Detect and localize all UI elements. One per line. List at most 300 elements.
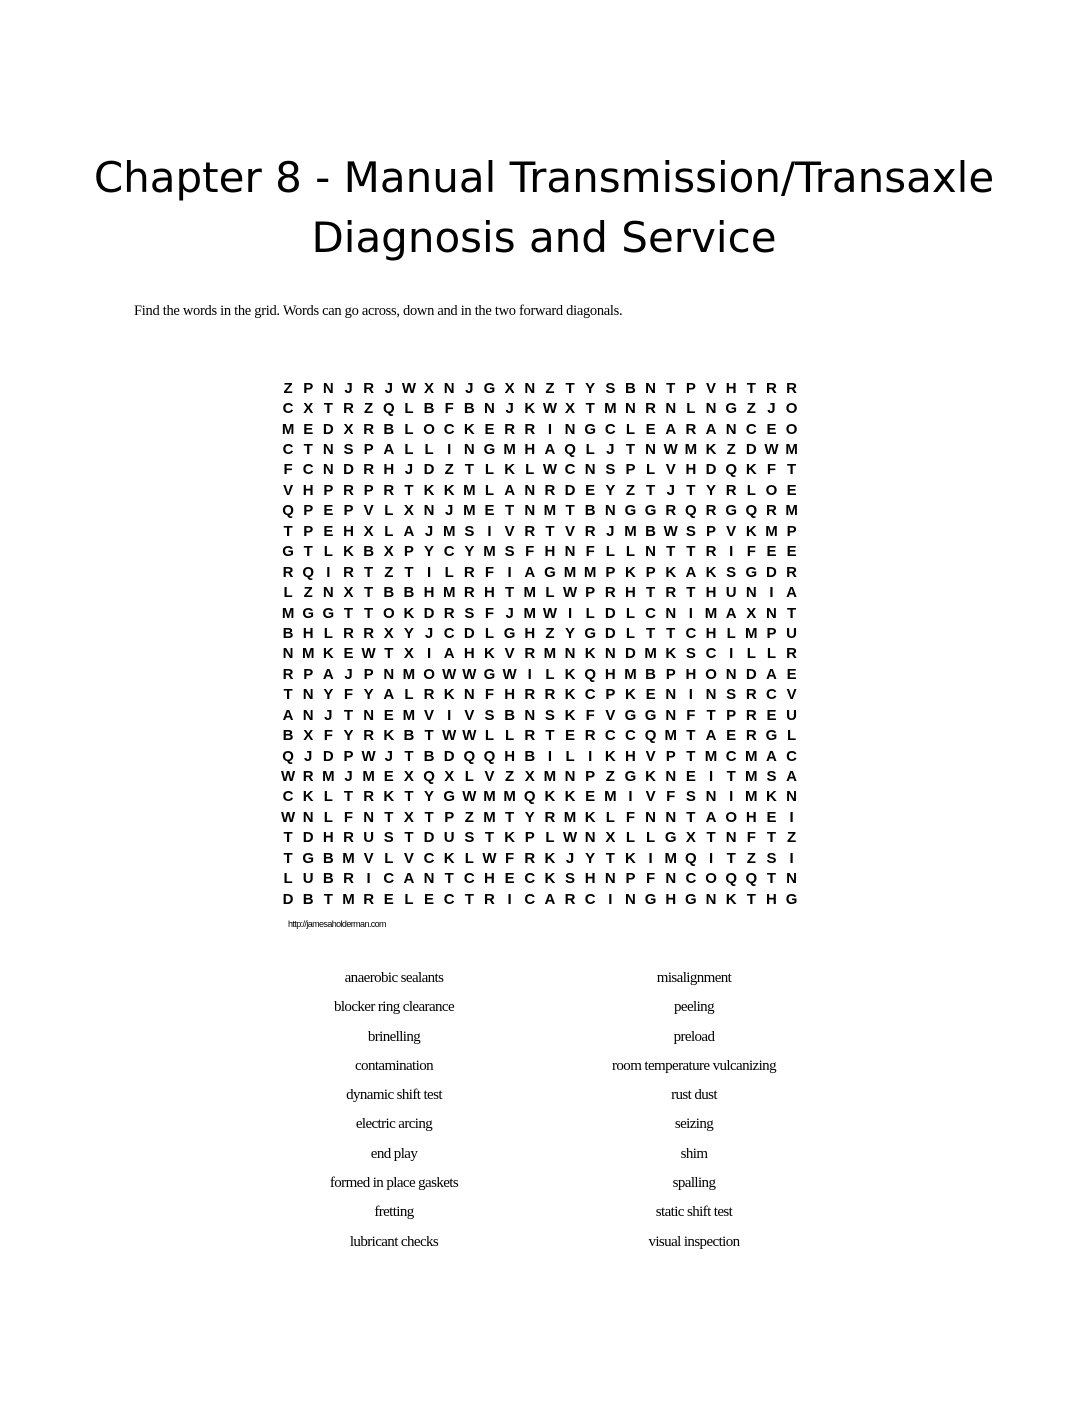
grid-letter: W	[542, 461, 557, 479]
grid-letter: A	[383, 441, 395, 459]
grid-letter: X	[403, 768, 414, 786]
grid-letter: M	[664, 727, 677, 745]
grid-letter: N	[524, 481, 536, 499]
grid-letter: X	[403, 808, 414, 826]
grid-row	[278, 725, 802, 745]
grid-letter: Y	[565, 624, 576, 642]
grid-letter: N	[625, 890, 636, 908]
grid-letter: Z	[505, 768, 515, 786]
grid-row	[278, 419, 802, 439]
grid-letter: T	[666, 379, 676, 397]
word-list-item: lubricant checks	[349, 1233, 439, 1250]
grid-letter: L	[323, 808, 333, 826]
grid-letter: J	[344, 665, 353, 683]
grid-letter: L	[323, 543, 333, 561]
grid-letter: G	[322, 604, 335, 622]
grid-letter: N	[282, 645, 294, 663]
grid-letter: L	[585, 441, 595, 459]
grid-letter: R	[463, 584, 475, 602]
grid-letter: P	[665, 747, 676, 765]
word-list-right	[544, 967, 844, 1260]
grid-letter: R	[524, 686, 536, 704]
grid-letter: A	[705, 727, 717, 745]
grid-letter: V	[504, 522, 515, 540]
grid-letter: K	[705, 441, 717, 459]
grid-letter: E	[383, 890, 394, 908]
grid-letter: N	[645, 441, 657, 459]
grid-letter: H	[504, 747, 516, 765]
grid-letter: A	[705, 420, 717, 438]
grid-letter: M	[785, 441, 798, 459]
grid-letter: M	[563, 808, 577, 826]
grid-letter: Z	[384, 563, 394, 581]
grid-letter: T	[303, 543, 313, 561]
grid-letter: F	[766, 461, 777, 479]
grid-letter: V	[786, 686, 797, 704]
grid-letter: P	[303, 379, 314, 397]
grid-letter: R	[584, 727, 596, 745]
grid-letter: K	[443, 686, 455, 704]
grid-letter: L	[545, 584, 555, 602]
grid-letter: Z	[605, 768, 615, 786]
grid-letter: R	[363, 727, 375, 745]
grid-letter: V	[484, 768, 495, 786]
grid-letter: Y	[464, 543, 475, 561]
grid-letter: N	[665, 706, 677, 724]
grid-letter: T	[545, 727, 555, 745]
grid-letter: O	[382, 604, 395, 622]
grid-letter: Z	[545, 379, 555, 397]
grid-letter: B	[524, 747, 536, 765]
grid-row	[278, 828, 802, 848]
grid-row	[278, 460, 802, 480]
grid-row	[278, 746, 802, 766]
grid-letter: J	[384, 379, 393, 397]
grid-letter: R	[665, 584, 677, 602]
grid-letter: D	[766, 563, 777, 581]
grid-letter: C	[302, 461, 314, 479]
grid-letter: D	[302, 829, 314, 847]
grid-letter: N	[604, 870, 616, 888]
grid-letter: J	[465, 379, 474, 397]
grid-letter: E	[565, 727, 576, 745]
grid-letter: T	[384, 645, 394, 663]
grid-letter: R	[343, 481, 354, 499]
grid-letter: T	[565, 502, 575, 520]
grid-letter: G	[644, 890, 657, 908]
grid-letter: L	[766, 645, 777, 663]
grid-letter: T	[686, 727, 696, 745]
grid-letter: T	[283, 522, 293, 540]
word-list-item: spalling	[672, 1175, 716, 1192]
grid-letter: C	[423, 849, 435, 867]
grid-letter: P	[726, 706, 737, 724]
grid-letter: T	[505, 502, 515, 520]
grid-letter: L	[625, 543, 636, 561]
grid-letter: J	[505, 604, 514, 622]
grid-letter: A	[544, 890, 556, 908]
grid-letter: T	[384, 808, 394, 826]
grid-letter: E	[484, 420, 495, 438]
grid-letter: S	[766, 768, 777, 786]
grid-letter: L	[424, 441, 434, 459]
grid-letter: F	[525, 543, 535, 561]
grid-letter: O	[725, 808, 737, 826]
grid-letter: T	[404, 747, 414, 765]
letter-grid	[278, 378, 802, 909]
grid-letter: M	[442, 584, 456, 602]
grid-letter: E	[383, 706, 394, 724]
grid-letter: C	[625, 727, 636, 745]
grid-letter: D	[322, 420, 334, 438]
word-list-item: peeling	[674, 999, 714, 1016]
grid-letter: K	[665, 645, 677, 663]
grid-letter: M	[745, 624, 758, 642]
grid-letter: Y	[323, 686, 334, 704]
grid-letter: J	[445, 502, 454, 520]
grid-letter: M	[402, 665, 416, 683]
grid-row	[278, 664, 802, 684]
grid-letter: B	[302, 890, 314, 908]
grid-letter: R	[786, 563, 797, 581]
grid-letter: V	[706, 379, 717, 397]
grid-letter: C	[282, 788, 294, 806]
grid-letter: M	[301, 645, 315, 663]
grid-letter: T	[726, 768, 736, 786]
grid-letter: L	[444, 563, 454, 581]
grid-letter: S	[685, 788, 696, 806]
grid-row	[278, 889, 802, 909]
grid-letter: K	[584, 808, 596, 826]
grid-letter: V	[363, 502, 374, 520]
grid-letter: N	[443, 379, 455, 397]
grid-letter: P	[786, 522, 797, 540]
grid-letter: P	[685, 379, 696, 397]
grid-letter: F	[283, 461, 293, 479]
grid-letter: R	[463, 563, 475, 581]
grid-letter: K	[383, 727, 395, 745]
grid-letter: B	[322, 849, 334, 867]
grid-letter: P	[625, 870, 636, 888]
grid-letter: F	[484, 604, 495, 622]
grid-letter: B	[322, 870, 334, 888]
grid-letter: N	[766, 604, 777, 622]
grid-letter: T	[303, 441, 313, 459]
grid-row	[278, 787, 802, 807]
grid-letter: Q	[463, 747, 476, 765]
grid-letter: N	[322, 441, 334, 459]
grid-letter: W	[562, 584, 578, 602]
grid-letter: G	[644, 502, 657, 520]
grid-letter: Y	[524, 808, 535, 826]
grid-row	[278, 501, 802, 521]
grid-letter: W	[280, 808, 296, 826]
grid-letter: N	[383, 665, 395, 683]
grid-letter: G	[483, 379, 496, 397]
grid-letter: N	[645, 379, 657, 397]
grid-letter: E	[303, 420, 314, 438]
grid-letter: S	[464, 522, 475, 540]
grid-letter: T	[646, 624, 656, 642]
grid-letter: P	[605, 686, 616, 704]
grid-letter: S	[544, 706, 555, 724]
grid-letter: V	[605, 706, 616, 724]
grid-letter: R	[343, 870, 354, 888]
page-title	[60, 148, 1028, 268]
grid-letter: H	[685, 665, 697, 683]
grid-letter: P	[645, 563, 656, 581]
grid-letter: O	[705, 665, 717, 683]
grid-letter: N	[645, 808, 657, 826]
grid-letter: R	[524, 645, 536, 663]
grid-letter: G	[725, 502, 737, 520]
source-url: http://jamesaholderman.com	[288, 919, 386, 929]
grid-letter: G	[765, 727, 778, 745]
grid-letter: S	[464, 829, 475, 847]
grid-letter: F	[746, 543, 756, 561]
grid-letter: H	[524, 441, 536, 459]
grid-letter: M	[543, 502, 557, 520]
grid-letter: I	[648, 849, 653, 867]
grid-letter: B	[504, 706, 516, 724]
grid-letter: W	[361, 747, 376, 765]
grid-letter: M	[745, 747, 758, 765]
grid-letter: P	[363, 481, 374, 499]
grid-letter: I	[729, 543, 734, 561]
grid-letter: K	[625, 686, 636, 704]
grid-letter: J	[304, 747, 313, 765]
grid-letter: L	[686, 400, 696, 418]
grid-letter: N	[302, 686, 314, 704]
grid-letter: O	[705, 870, 717, 888]
grid-letter: F	[585, 543, 595, 561]
grid-letter: E	[424, 890, 435, 908]
grid-letter: C	[685, 624, 697, 642]
grid-letter: K	[705, 563, 717, 581]
grid-letter: Y	[424, 543, 435, 561]
grid-letter: L	[585, 604, 595, 622]
grid-letter: O	[423, 665, 435, 683]
grid-letter: N	[302, 706, 314, 724]
grid-letter: H	[604, 665, 616, 683]
grid-letter: M	[583, 563, 597, 581]
grid-letter: N	[645, 543, 657, 561]
grid-letter: I	[608, 890, 613, 908]
grid-letter: R	[645, 400, 657, 418]
grid-row	[278, 562, 802, 582]
grid-letter: U	[302, 870, 314, 888]
grid-letter: G	[302, 849, 315, 867]
grid-letter: D	[604, 604, 616, 622]
grid-letter: A	[403, 870, 415, 888]
grid-letter: S	[685, 522, 696, 540]
grid-letter: I	[769, 584, 774, 602]
grid-letter: R	[443, 604, 455, 622]
grid-letter: N	[745, 584, 757, 602]
grid-letter: K	[504, 461, 516, 479]
grid-letter: Y	[706, 481, 717, 499]
grid-letter: H	[524, 624, 536, 642]
grid-letter: G	[503, 624, 516, 642]
grid-letter: R	[786, 645, 797, 663]
grid-letter: V	[645, 747, 656, 765]
grid-letter: L	[625, 604, 636, 622]
grid-letter: R	[484, 890, 495, 908]
grid-letter: X	[343, 584, 354, 602]
grid-letter: R	[363, 788, 375, 806]
grid-letter: G	[544, 563, 556, 581]
grid-letter: V	[726, 522, 737, 540]
grid-row	[278, 623, 802, 643]
grid-letter: R	[343, 563, 354, 581]
grid-letter: J	[767, 400, 776, 418]
grid-letter: C	[604, 727, 616, 745]
grid-letter: O	[785, 400, 798, 418]
grid-letter: L	[505, 727, 515, 745]
grid-letter: H	[504, 686, 516, 704]
grid-letter: E	[786, 481, 797, 499]
grid-letter: P	[665, 665, 676, 683]
grid-letter: I	[507, 890, 512, 908]
grid-letter: F	[343, 686, 354, 704]
grid-letter: M	[523, 584, 536, 602]
grid-letter: N	[524, 706, 536, 724]
grid-letter: D	[625, 645, 636, 663]
grid-letter: M	[745, 768, 758, 786]
grid-letter: W	[280, 768, 296, 786]
word-list-item: contamination	[354, 1057, 433, 1074]
grid-letter: R	[282, 563, 294, 581]
grid-letter: S	[484, 706, 495, 724]
grid-letter: H	[705, 584, 717, 602]
grid-letter: X	[383, 543, 394, 561]
grid-letter: F	[505, 849, 515, 867]
grid-letter: I	[527, 665, 532, 683]
grid-letter: T	[646, 481, 656, 499]
grid-letter: K	[625, 563, 636, 581]
grid-letter: L	[565, 747, 575, 765]
grid-letter: D	[604, 624, 616, 642]
grid-letter: B	[423, 400, 435, 418]
grid-letter: C	[604, 420, 616, 438]
grid-letter: N	[302, 808, 314, 826]
grid-letter: L	[484, 624, 495, 642]
grid-letter: I	[507, 563, 512, 581]
grid-letter: P	[444, 808, 455, 826]
grid-letter: P	[323, 481, 334, 499]
grid-letter: R	[564, 890, 576, 908]
word-list-item: misalignment	[656, 970, 732, 986]
grid-letter: K	[766, 788, 777, 806]
grid-row	[278, 705, 802, 725]
grid-letter: G	[624, 502, 637, 520]
grid-letter: D	[282, 890, 294, 908]
word-list-item: rust dust	[671, 1087, 717, 1104]
grid-letter: Q	[564, 441, 576, 459]
grid-letter: P	[524, 829, 535, 847]
grid-letter: V	[645, 788, 656, 806]
grid-letter: T	[766, 870, 777, 888]
grid-letter: A	[524, 563, 536, 581]
grid-letter: W	[663, 441, 678, 459]
grid-letter: F	[323, 727, 333, 745]
grid-letter: M	[624, 522, 637, 540]
grid-letter: T	[424, 808, 434, 826]
grid-letter: R	[766, 502, 777, 520]
grid-letter: E	[726, 727, 737, 745]
grid-letter: B	[383, 420, 395, 438]
grid-row	[278, 644, 802, 664]
grid-letter: T	[404, 481, 414, 499]
grid-letter: Q	[725, 461, 737, 479]
grid-letter: A	[443, 645, 455, 663]
grid-letter: H	[322, 829, 334, 847]
grid-letter: B	[282, 727, 294, 745]
grid-letter: P	[766, 624, 777, 642]
grid-letter: N	[322, 461, 334, 479]
grid-letter: X	[504, 379, 515, 397]
grid-letter: I	[366, 870, 371, 888]
grid-letter: X	[343, 420, 354, 438]
grid-letter: L	[283, 870, 293, 888]
grid-letter: C	[443, 890, 455, 908]
grid-letter: F	[666, 788, 676, 806]
grid-letter: K	[403, 604, 415, 622]
grid-letter: V	[565, 522, 576, 540]
grid-letter: R	[524, 727, 536, 745]
grid-letter: R	[524, 420, 536, 438]
grid-row	[278, 582, 802, 602]
grid-letter: T	[605, 849, 615, 867]
grid-letter: R	[725, 481, 737, 499]
grid-letter: R	[343, 624, 354, 642]
grid-letter: A	[725, 604, 737, 622]
grid-letter: N	[705, 400, 717, 418]
grid-letter: M	[402, 706, 416, 724]
grid-letter: R	[584, 522, 596, 540]
grid-letter: F	[585, 706, 595, 724]
grid-letter: L	[726, 624, 736, 642]
grid-letter: D	[423, 461, 435, 479]
grid-letter: L	[384, 849, 394, 867]
grid-letter: M	[483, 808, 496, 826]
grid-row	[278, 521, 802, 541]
grid-letter: T	[283, 849, 293, 867]
grid-letter: Z	[464, 808, 474, 826]
grid-letter: F	[746, 829, 756, 847]
grid-letter: A	[282, 706, 294, 724]
grid-letter: H	[484, 870, 495, 888]
grid-letter: I	[547, 420, 552, 438]
grid-letter: N	[665, 604, 677, 622]
grid-letter: Q	[745, 870, 758, 888]
grid-letter: F	[343, 808, 354, 826]
grid-letter: K	[625, 849, 636, 867]
grid-letter: N	[564, 768, 576, 786]
grid-letter: Q	[282, 747, 294, 765]
grid-letter: K	[544, 788, 556, 806]
grid-letter: X	[424, 379, 435, 397]
grid-letter: G	[483, 665, 496, 683]
grid-letter: I	[426, 563, 432, 581]
grid-letter: W	[663, 522, 678, 540]
grid-letter: V	[504, 645, 515, 663]
grid-letter: M	[624, 665, 637, 683]
grid-letter: H	[343, 522, 354, 540]
grid-letter: Q	[644, 727, 657, 745]
grid-letter: H	[665, 890, 677, 908]
grid-letter: T	[746, 379, 756, 397]
